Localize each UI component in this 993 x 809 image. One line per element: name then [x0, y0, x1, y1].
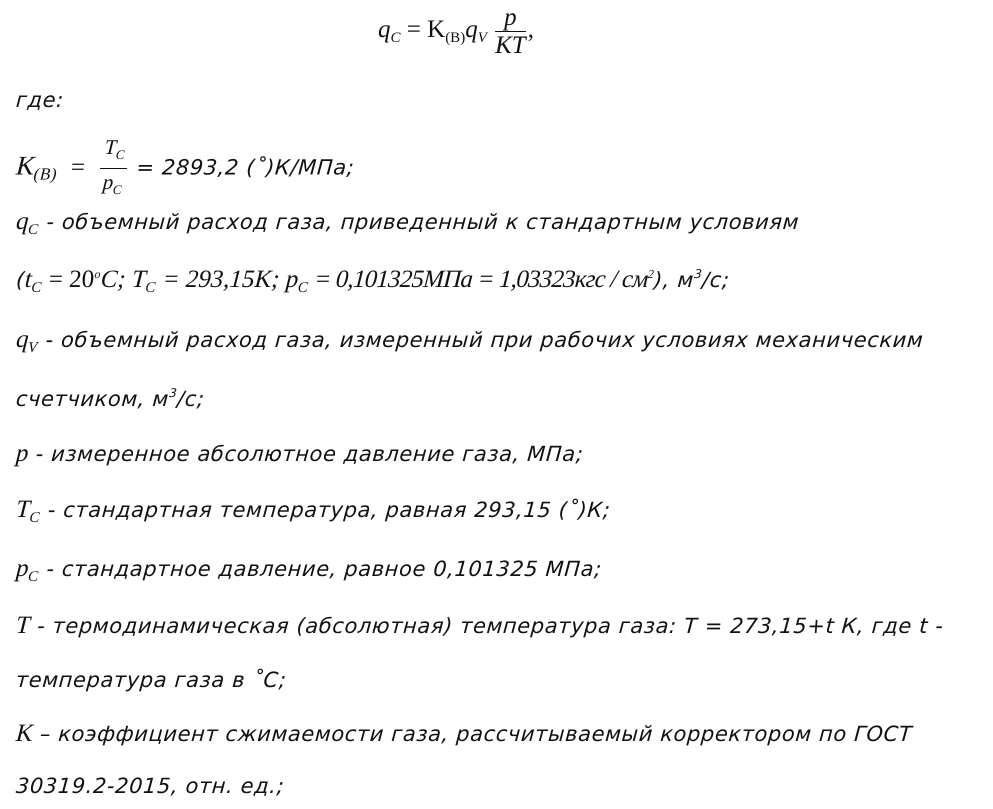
qv-cont-tail: /с; [176, 387, 206, 411]
tc-symbol: T [15, 496, 31, 523]
conditions-p-symbol: p [284, 266, 300, 293]
formula-qv: q [465, 16, 478, 44]
conditions-T-value: = 293,15K; [155, 266, 287, 293]
tc-symbol-sub: C [28, 510, 41, 526]
formula-lhs: q [378, 16, 391, 44]
k-denominator-symbol: p [102, 170, 115, 194]
conditions-p-sup: 2 [647, 267, 656, 281]
qv-symbol: q [15, 326, 30, 353]
conditions-t-unit: C; [99, 266, 133, 293]
tc-text: - стандартная температура, равная 293,15 (˚)К; [47, 498, 612, 522]
k-denominator [98, 169, 127, 203]
pc-symbol: p [15, 555, 30, 582]
formula-equals: = [406, 16, 421, 44]
pc-symbol-sub: C [27, 569, 40, 585]
k-equals: = [69, 153, 86, 181]
qc-text: - объемный расход газа, приведенный к стандартным условиям [45, 210, 800, 234]
k-numerator [100, 134, 129, 169]
qv-cont-sup: 3 [168, 386, 179, 400]
k-continuation: 30319.2-2015, отн. ед.; [15, 774, 286, 798]
conditions-unit: м [669, 268, 695, 292]
conditions-t-symbol: t [23, 266, 33, 293]
qv-cont-text: счетчиком, м [15, 387, 170, 411]
formula-tail: , [527, 16, 534, 44]
pc-line [15, 555, 603, 586]
conditions-open: ( [15, 268, 26, 292]
standard-conditions-line [15, 266, 731, 297]
qc-symbol-sub: C [27, 222, 40, 238]
k-definition [14, 134, 357, 203]
conditions-close: ), [653, 268, 672, 292]
conditions-t-degree: o [94, 267, 102, 281]
t-text: - термодинамическая (абсолютная) температура газа: Т = 273,15+t К, где t - [36, 614, 945, 638]
conditions-unit-tail: /с; [701, 268, 731, 292]
formula-coef-sub: (В) [445, 30, 466, 47]
formula-coef: K [427, 16, 446, 44]
conditions-T-sub: C [144, 280, 157, 296]
k-symbol: K [15, 150, 36, 181]
k-line [15, 720, 913, 748]
qv-text: - объемный расход газа, измеренный при рабочих условиях механическим [44, 328, 925, 352]
tc-line [15, 496, 612, 527]
conditions-t-value: = 20 [41, 266, 96, 293]
k-value: = 2893,2 (˚)К/МПа; [135, 155, 356, 180]
k-fraction [98, 134, 130, 203]
formula-lhs-sub: C [390, 30, 401, 47]
formula-denominator: KT [495, 32, 526, 59]
main-formula [378, 4, 534, 59]
t-continuation: температура газа в ˚С; [15, 668, 288, 692]
formula-qv-sub: V [477, 30, 487, 47]
t-symbol: T [15, 612, 31, 639]
p-text: - измеренное абсолютное давление газа, МПа; [34, 442, 585, 466]
t-line [15, 612, 945, 640]
qv-continuation [15, 386, 205, 411]
k-numerator-symbol: T [103, 135, 118, 159]
formula-numerator: p [495, 4, 526, 32]
qc-symbol: q [15, 208, 30, 235]
p-line [15, 440, 584, 468]
p-symbol: p [15, 440, 30, 467]
k-line-symbol: K [15, 720, 34, 747]
k-numerator-sub: C [115, 147, 126, 162]
k-symbol-sub: (B) [32, 164, 58, 184]
formula-fraction [495, 4, 526, 59]
conditions-unit-sup: 3 [693, 267, 704, 281]
qc-line [15, 208, 800, 239]
conditions-p-value: = 0,101325МПа = 1,03323кгс / см [308, 266, 649, 293]
conditions-t-sub: C [30, 280, 43, 296]
pc-text: - стандартное давление, равное 0,101325 МПа; [45, 557, 603, 581]
k-line-text: – коэффициент сжимаемости газа, рассчитываемый корректором по ГОСТ [39, 722, 914, 746]
qv-symbol-sub: V [27, 340, 39, 356]
where-label: где: [15, 88, 65, 112]
conditions-p-sub: C [297, 280, 309, 296]
conditions-T-symbol: T [131, 266, 147, 293]
k-denominator-sub: C [112, 182, 123, 197]
qv-line [15, 326, 925, 357]
